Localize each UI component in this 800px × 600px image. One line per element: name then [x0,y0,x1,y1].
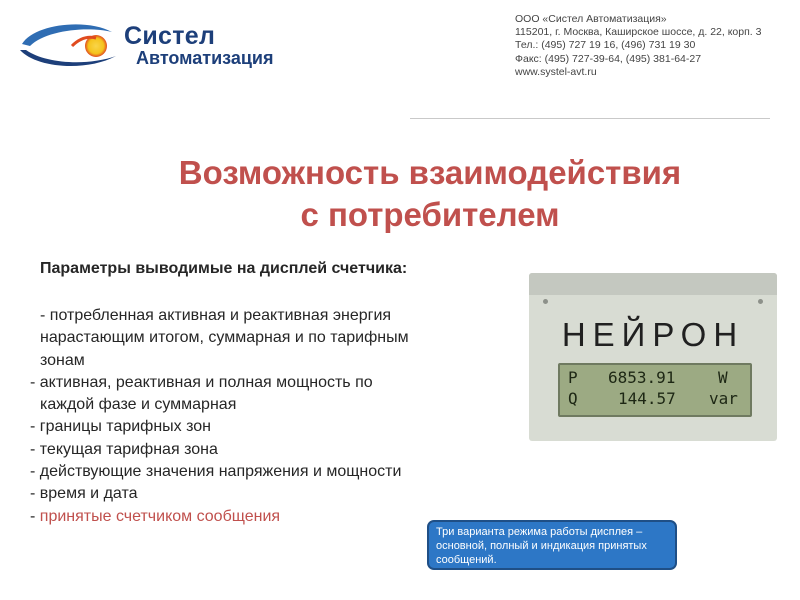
logo-swoosh-icon [16,16,126,76]
contact-phone: Тел.: (495) 727 19 16, (496) 731 19 30 [515,39,696,52]
lcd-symbol: P [568,368,578,387]
lcd-row-active-power [568,367,748,388]
header-divider [410,118,770,119]
list-item: зонам [40,351,85,369]
contact-info [515,13,800,79]
list-item: каждой фазе и суммарная [40,396,237,414]
parameters-list [30,305,520,528]
slide-title-line2: с потребителем [300,196,560,233]
contact-address: 115201, г. Москва, Каширское шоссе, д. 22, корп. 3 [515,26,762,39]
list-item-dash: - [30,507,40,525]
lcd-symbol: Q [568,389,578,408]
display-modes-callout: Три варианта режима работы дисплея – основной, полный и индикация принятых сообщений. [427,520,677,570]
list-item: - текущая тарифная зона [30,440,218,458]
list-item: - активная, реактивная и полная мощность по [30,373,373,391]
meter-lcd [558,363,752,417]
company-logo [16,16,286,76]
slide-title [100,152,760,236]
meter-screw [758,299,763,304]
meter-screw [543,299,548,304]
slide-title-line1: Возможность взаимодействия [178,154,682,191]
list-item: - границы тарифных зон [30,418,212,436]
logo-text-line2: Автоматизация [136,48,274,68]
list-item-highlight-text: принятые счетчиком сообщения [39,507,281,525]
lcd-value: 144.57 [618,389,676,408]
lcd-value: 6853.91 [608,368,676,387]
meter-brand: НЕЙРОН [561,316,745,353]
list-item: нарастающим итогом, суммарная и по тарифным [40,329,409,347]
list-item: - потребленная активная и реактивная энергия [40,307,392,324]
contact-website: www.systel-avt.ru [515,65,597,78]
contact-fax: Факс: (495) 727-39-64, (495) 381-64-27 [515,52,702,65]
meter-top-panel [529,273,777,295]
parameters-heading: Параметры выводимые на дисплей счетчика: [40,260,408,277]
lcd-unit: var [709,389,738,408]
meter-display-photo [529,273,777,441]
contact-company: ООО «Систел Автоматизация» [515,13,667,25]
lcd-unit: W [718,368,728,387]
list-item: - действующие значения напряжения и мощности [30,463,402,481]
list-item: - время и дата [30,485,138,503]
lcd-row-reactive-power [568,388,748,409]
logo-text-line1: Систел [124,22,216,50]
